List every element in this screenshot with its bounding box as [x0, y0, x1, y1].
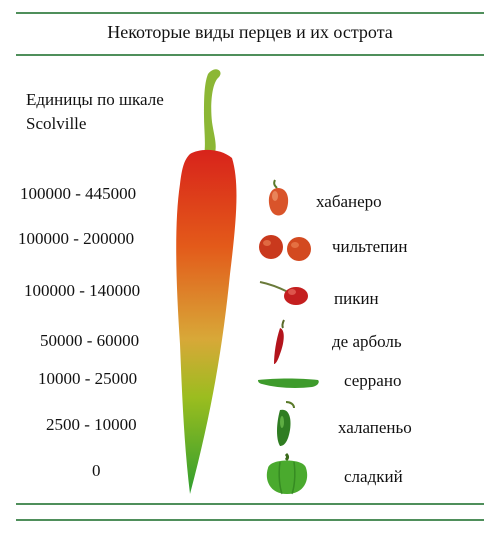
- sweet-pepper-icon: [264, 452, 310, 501]
- heat-range-label: 0: [92, 461, 101, 480]
- pepper-name-label: халапеньо: [338, 418, 412, 437]
- jalapeno-pepper-icon: [272, 400, 298, 453]
- heat-range-label: 2500 - 10000: [46, 415, 137, 434]
- chiltepin-pepper-icon: [255, 233, 315, 268]
- page-title: Некоторые виды перцев и их острота: [107, 22, 393, 42]
- pepper-name-label: де арболь: [332, 332, 402, 351]
- top-rule: [16, 12, 484, 14]
- scale-label-line-1: Единицы по шкале: [26, 90, 164, 109]
- pepper-name-label: сладкий: [344, 467, 403, 486]
- pepper-stem: [204, 69, 221, 156]
- scale-label-line-2: Scolville: [26, 114, 87, 133]
- serrano-pepper-icon: [256, 372, 322, 397]
- de-arbol-pepper-icon: [268, 318, 290, 371]
- title-rule: [16, 54, 484, 56]
- heat-range-label: 100000 - 140000: [24, 281, 141, 300]
- bottom-rule-2: [16, 519, 484, 521]
- bottom-rule-1: [16, 503, 484, 505]
- heat-range-label: 100000 - 445000: [20, 184, 137, 203]
- pepper-name-label: пикин: [334, 289, 379, 308]
- heat-range-label: 50000 - 60000: [40, 331, 140, 350]
- habanero-pepper-icon: [265, 178, 291, 225]
- pepper-body: [176, 150, 236, 494]
- pepper-name-label: серрано: [344, 371, 402, 390]
- pepper-name-label: чильтепин: [332, 237, 408, 256]
- heat-gradient-pepper: [170, 64, 240, 494]
- heat-range-label: 100000 - 200000: [18, 229, 135, 248]
- pepper-name-label: хабанеро: [316, 192, 382, 211]
- heat-range-label: 10000 - 25000: [38, 369, 138, 388]
- pikin-pepper-icon: [258, 278, 310, 313]
- scale-label: [26, 88, 164, 136]
